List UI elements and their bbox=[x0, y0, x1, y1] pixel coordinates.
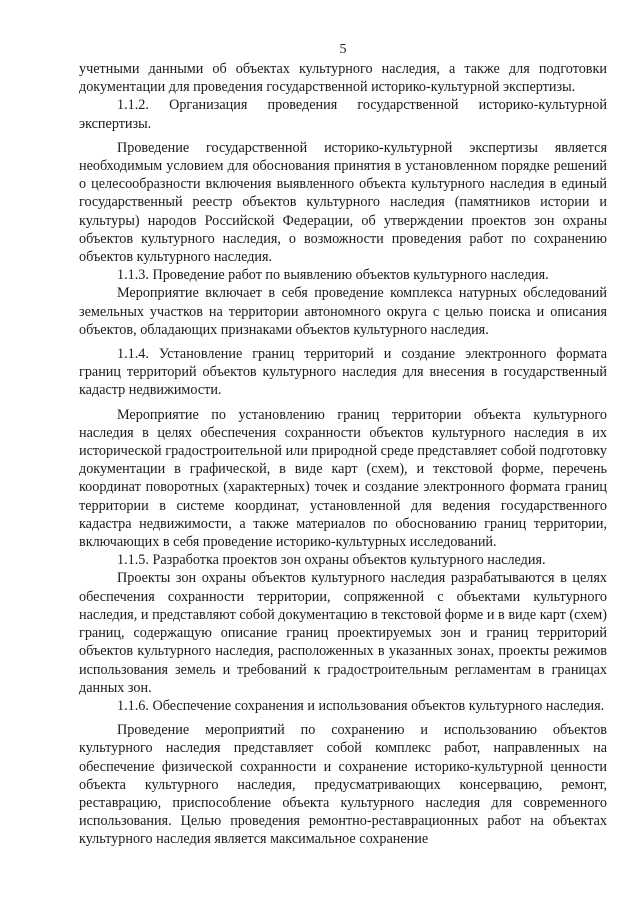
document-body bbox=[79, 60, 607, 849]
section-heading-1-1-5: 1.1.5. Разработка проектов зон охраны объектов культурного наследия. bbox=[117, 552, 546, 569]
paragraph-identification: Мероприятие включает в себя проведение комплекса натурных обследований земельных участков на территории автономного округа с целью поиска и описания объектов, обладающих признаками объектов культурного наследия. bbox=[79, 285, 607, 338]
section-heading-1-1-3: 1.1.3. Проведение работ по выявлению объектов культурного наследия. bbox=[117, 267, 549, 284]
paragraph-continuation: учетными данными об объектах культурного наследия, а также для подготовки документации для проведения государственной историко-культурной экспертизы. bbox=[79, 61, 607, 96]
paragraph-preservation: Проведение мероприятий по сохранению и использованию объектов культурного наследия представляет собой комплекс работ, направленных на обеспечение физической сохранности и сохранение историко-культурной ценности объекта культурного наследия, предусматривающих консервацию, ремонт, реставрацию, приспособление объекта культурного наследия для современного использования. Целью проведения ремонтно-реставрационных работ на объектах культурного наследия является максимальное сохранение bbox=[79, 722, 607, 848]
paragraph-boundaries: Мероприятие по установлению границ территории объекта культурного наследия в целях обеспечения сохранности объектов культурного наследия в их исторической градостроительной или природной среде представляет собой подготовку документации в графической, в виде карт (схем), и текстовой форме, перечень координат поворотных (характерных) точек и создание электронного формата границ территории в системе координат, установленной для ведения государственного кадастра недвижимости, а также материалов по обоснованию границ территории, включающих в себя проведение историко-культурных исследований. bbox=[79, 406, 607, 551]
paragraph-expertise: Проведение государственной историко-культурной экспертизы является необходимым условием для обоснования принятия в установленном порядке решений о целесообразности включения выявленного объекта культурного наследия в единый государственный реестр объектов культурного наследия (памятников истории и культуры) народов Российской Федерации, об утверждении проектов зон охраны объектов культурного наследия, о возможности проведения работ по сохранению объектов культурного наследия. bbox=[79, 139, 607, 266]
paragraph-protection-zones: Проекты зон охраны объектов культурного наследия разрабатываются в целях обеспечения сохранности территории, сопряженной с объектами культурного наследия, и представляют собой документацию в текстовой форме и в виде карт (схем) границ, содержащую описание границ проектируемых зон и границ территорий объектов культурного наследия, расположенных в указанных зонах, проекты режимов использования земель и требований к градостроительным регламентам в границах данных зон. bbox=[79, 570, 607, 696]
section-heading-1-1-2: 1.1.2. Организация проведения государственной историко-культурной экспертизы. bbox=[79, 97, 607, 132]
page-number: 5 bbox=[339, 42, 347, 57]
section-heading-1-1-6: 1.1.6. Обеспечение сохранения и использования объектов культурного наследия. bbox=[117, 697, 605, 714]
section-heading-1-1-4: 1.1.4. Установление границ территорий и создание электронного формата границ территорий объектов культурного наследия для внесения в государственный кадастр недвижимости. bbox=[79, 346, 607, 399]
